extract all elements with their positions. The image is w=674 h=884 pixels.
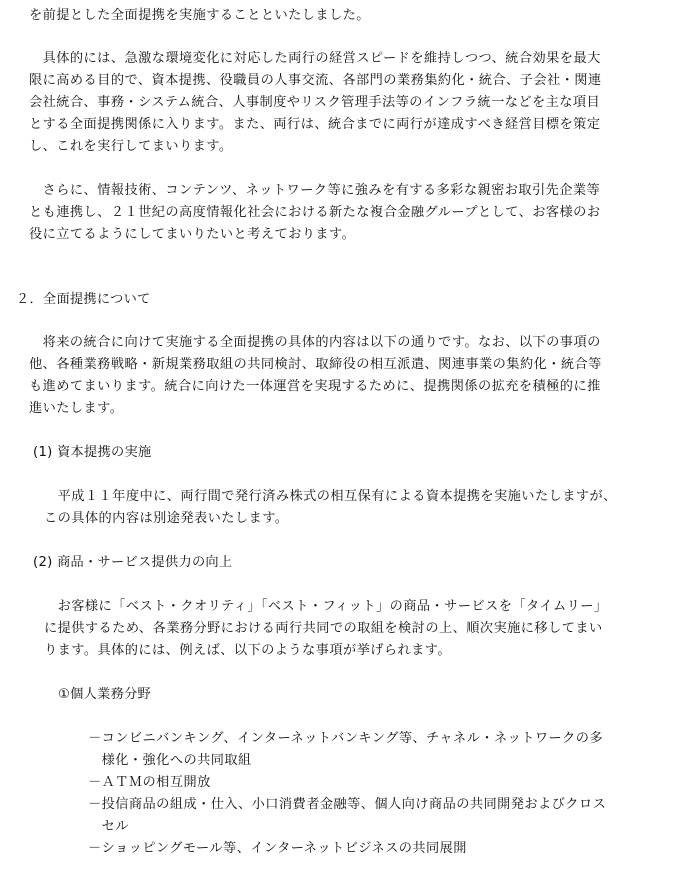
- section-2-heading: ２．全面提携について: [16, 292, 151, 307]
- para1-line-3: 会社統合、事務・システム統合、人事制度やリスク管理手法等のインフラ統一などを主な項目: [29, 95, 601, 110]
- bullet-line-5: セル: [88, 819, 129, 834]
- intro-continuation-line: を前提とした全面提携を実施することといたしました。: [29, 8, 370, 23]
- sub1-body-line-1: 平成１１年度中に、両行間で発行済み株式の相互保有による資本提携を実施いたしますが、: [44, 489, 617, 504]
- bullet-line-2: 様化・強化への共同取組: [88, 753, 252, 768]
- para1-line-4: とする全面提携関係に入ります。また、両行は、統合までに両行が達成すべき経営目標を策定: [29, 117, 601, 132]
- para1-line-1: 具体的には、急激な環境変化に対応した両行の経営スピードを維持しつつ、統合効果を最大: [29, 51, 601, 66]
- bullet-line-3: －ＡＴＭの相互開放: [88, 775, 211, 790]
- bullet-line-6: －ショッピングモール等、インターネットビジネスの共同展開: [88, 841, 467, 856]
- sub2-body-line-1: お客様に「ベスト・クオリティ」「ベスト・フィット」の商品・サービスを「タイムリー」: [44, 599, 608, 614]
- para3-line-1: 将来の統合に向けて実施する全面提携の具体的内容は以下の通りです。なお、以下の事項の: [29, 335, 601, 350]
- para2-line-2: とも連携し、２１世紀の高度情報化社会における新たな複合金融グループとして、お客様のお: [29, 205, 601, 220]
- sub2-item-1-heading: ①個人業務分野: [58, 687, 152, 702]
- para2-line-3: 役に立てるようにしてまいりたいと考えております。: [29, 227, 356, 242]
- para3-line-3: も進めてまいります。統合に向けた一体運営を実現するために、提携関係の拡充を積極的に推: [29, 379, 601, 394]
- bullet-line-1: －コンビニバンキング、インターネットバンキング等、チャネル・ネットワークの多: [88, 731, 604, 746]
- para1-line-5: し、これを実行してまいります。: [29, 139, 233, 154]
- para2-line-1: さらに、情報技術、コンテンツ、ネットワーク等に強みを有する多彩な親密お取引先企業等: [29, 183, 601, 198]
- subsection-2-heading: (2) 商品・サービス提供力の向上: [33, 555, 233, 570]
- subsection-1-heading: (1) 資本提携の実施: [33, 445, 152, 460]
- para1-line-2: 限に高める目的で、資本提携、役職員の人事交流、各部門の業務集約化・統合、子会社・関連: [29, 73, 602, 88]
- para3-line-4: 進いたします。: [29, 401, 124, 416]
- bullet-line-4: －投信商品の組成・仕入、小口消費者金融等、個人向け商品の共同開発およびクロス: [88, 797, 607, 812]
- sub2-body-line-3: ります。具体的には、例えば、以下のような事項が挙げられます。: [44, 643, 452, 658]
- sub1-body-line-2: この具体的内容は別途発表いたします。: [44, 511, 289, 526]
- para3-line-2: 他、各種業務戦略・新規業務取組の共同検討、取締役の相互派遣、関連事業の集約化・統合等: [29, 357, 602, 372]
- sub2-body-line-2: に提供するため、各業務分野における両行共同での取組を検討の上、順次実施に移してまい: [44, 621, 603, 636]
